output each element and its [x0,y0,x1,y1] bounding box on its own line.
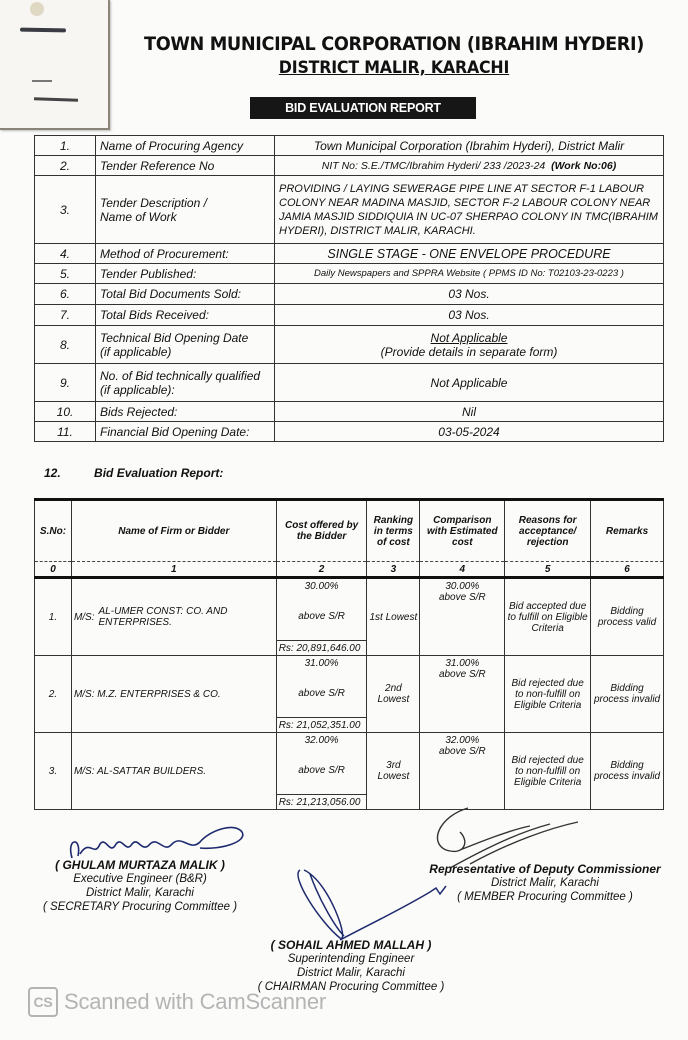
row-value: Not Applicable [275,364,664,402]
col-index: 2 [276,562,367,578]
col-header-firm: Name of Firm or Bidder [71,500,276,562]
district-title: DISTRICT MALIR, KARACHI [278,58,510,78]
remarks: Bidding process invalid [591,733,664,810]
tender-info-table [34,135,664,442]
bidder-name-cell [71,656,276,733]
label-line: Technical Bid Opening Date [100,330,249,345]
bidder-name: AL-SATTAR BUILDERS. [96,765,207,777]
amount-divider [277,640,367,641]
cost-amount: Rs: 20,891,646.00 [278,643,361,654]
row-number: 1. [35,136,96,156]
cost-offered-cell [276,733,367,810]
header-row [35,500,664,562]
row-value: 03-05-2024 [275,422,664,442]
signatory-chairman [236,938,466,994]
info-row [35,305,664,326]
org-title: TOWN MUNICIPAL CORPORATION (IBRAHIM HYDERI) [144,33,644,55]
stamp-stroke [32,80,52,82]
row-number: 3. [35,176,96,244]
bidder-row [35,733,664,810]
bidder-sno: 3. [35,733,72,810]
stamp-stroke [20,28,66,33]
remarks: Bidding process valid [591,578,664,656]
comparison-above: above S/R [438,746,486,757]
info-row [35,326,664,364]
row-number: 10. [35,402,96,422]
row-number: 8. [35,326,96,364]
value-line: Not Applicable [430,330,508,345]
cost-offered-cell [276,578,367,656]
col-index: 3 [367,562,420,578]
bidder-row [35,656,664,733]
signatory-member [420,862,670,904]
info-row [35,136,664,156]
info-row [35,422,664,442]
cost-percent: 30.00% [304,581,339,592]
row-value: 03 Nos. [275,305,664,326]
col-index: 4 [420,562,505,578]
signatory-name: ( SOHAIL AHMED MALLAH ) [270,938,432,952]
cost-amount: Rs: 21,052,351.00 [278,720,361,731]
comparison-cell [420,733,505,810]
amount-divider [277,717,367,718]
row-label: Total Bids Received: [96,305,275,326]
cost-above: above S/R [298,765,345,776]
col-header-comparison: Comparison with Estimated cost [420,500,505,562]
label-line: Name of Work [100,209,177,224]
cost-percent: 31.00% [304,658,339,669]
section-label: Bid Evaluation Report: [94,466,224,480]
info-row [35,402,664,422]
row-label: Total Bid Documents Sold: [96,284,275,305]
row-label [96,176,275,244]
cost-above: above S/R [298,611,345,622]
cost-offered-cell [276,656,367,733]
comparison-above: above S/R [438,669,486,680]
row-number: 7. [35,305,96,326]
bid-evaluation-table [34,498,664,810]
label-line: No. of Bid technically qualified [100,368,261,383]
row-value [275,326,664,364]
value-line: (Provide details in separate form) [380,344,558,359]
signatory-title: Executive Engineer (B&R) [73,873,207,885]
signatory-name: ( GHULAM MURTAZA MALIK ) [55,858,225,872]
bidder-sno: 1. [35,578,72,656]
comparison-cell [420,656,505,733]
bidder-prefix: M/S: [73,611,95,623]
stamp-stroke [34,97,78,102]
bidder-name-cell [71,733,276,810]
row-label [96,364,275,402]
bidder-prefix: M/S: [73,688,95,700]
comparison-percent: 32.00% [445,735,480,746]
bidder-sno: 2. [35,656,72,733]
bidder-name: M.Z. ENTERPRISES & CO. [97,688,221,700]
camscanner-logo-icon: CS [28,987,58,1017]
col-index: 0 [35,562,72,578]
row-value: Town Municipal Corporation (Ibrahim Hyderi), District Malir [275,136,664,156]
reason: Bid rejected due to non-fulfill on Eligible Criteria [505,656,591,733]
work-number: (Work No:06) [551,159,617,172]
col-header-sno: S.No: [35,500,72,562]
row-number: 6. [35,284,96,305]
stamp-slip [0,0,110,130]
reason: Bid accepted due to fulfill on Eligible Criteria [505,578,591,656]
col-index: 5 [505,562,591,578]
row-label: Method of Procurement: [96,244,275,264]
cost-percent: 32.00% [304,735,339,746]
bidder-name-cell [71,578,276,656]
bidder-name: AL-UMER CONST: CO. AND ENTERPRISES. [98,606,228,628]
watermark-text: Scanned with CamScanner [64,989,326,1014]
row-value: Nil [275,402,664,422]
ranking: 2nd Lowest [367,656,420,733]
info-row [35,264,664,284]
row-number: 5. [35,264,96,284]
camscanner-watermark [28,987,326,1017]
ranking: 3rd Lowest [367,733,420,810]
row-label: Financial Bid Opening Date: [96,422,275,442]
row-value: 03 Nos. [275,284,664,305]
row-number: 4. [35,244,96,264]
col-index: 1 [71,562,276,578]
label-line: Tender Description / [100,195,207,210]
row-value [275,156,664,176]
section-12-heading [44,466,223,480]
signatory-location: District Malir, Karachi [491,877,599,889]
row-value: Daily Newspapers and SPPRA Website ( PPMS ID No: T02103-23-0223 ) [275,264,664,284]
signatory-title: Superintending Engineer [287,953,415,965]
bidder-prefix: M/S: [73,765,95,777]
tender-ref-text: NIT No: S.E./TMC/Ibrahim Hyderi/ 233 /2023-24 [321,159,546,172]
ranking: 1st Lowest [367,578,420,656]
row-label: Tender Published: [96,264,275,284]
row-value: SINGLE STAGE - ONE ENVELOPE PROCEDURE [275,244,664,264]
info-row [35,156,664,176]
bidder-row [35,578,664,656]
row-label: Name of Procuring Agency [96,136,275,156]
signatory-role: ( CHAIRMAN Procuring Committee ) [257,981,445,993]
signatory-location: District Malir, Karachi [86,887,194,899]
col-header-cost: Cost offered by the Bidder [276,500,367,562]
comparison-above: above S/R [438,592,486,603]
row-value: PROVIDING / LAYING SEWERAGE PIPE LINE AT SECTOR F-1 LABOUR COLONY NEAR MADINA MASJID, SECTOR F-2 LABOUR COLONY NEAR JAMIA MASJID SIDDIQUIA IN UC-07 SHERPAO COLONY IN TMC(IBRAHIM HYDERI), DISTRICT MALIR, KARACHI. [275,176,664,244]
comparison-percent: 31.00% [445,658,480,669]
remarks: Bidding process invalid [591,656,664,733]
info-row [35,284,664,305]
section-number: 12. [44,466,61,480]
info-row [35,244,664,264]
row-number: 9. [35,364,96,402]
signatory-role: ( SECRETARY Procuring Committee ) [42,901,238,913]
comparison-cell [420,578,505,656]
info-row [35,176,664,244]
cost-amount: Rs: 21,213,056.00 [278,797,361,808]
stamp-smudge [30,2,44,16]
signatory-role: ( MEMBER Procuring Committee ) [457,891,633,903]
row-label [96,326,275,364]
signatory-secretary [30,858,250,914]
row-number: 2. [35,156,96,176]
label-line: (if applicable) [100,344,172,359]
report-banner: BID EVALUATION REPORT [250,97,476,119]
signatory-name: Representative of Deputy Commissioner [429,862,661,876]
row-number: 11. [35,422,96,442]
info-row [35,364,664,402]
col-header-ranking: Ranking in terms of cost [367,500,420,562]
comparison-percent: 30.00% [445,581,480,592]
col-header-remarks: Remarks [591,500,664,562]
col-index: 6 [591,562,664,578]
column-index-row [35,562,664,578]
signatory-location: District Malir, Karachi [297,967,405,979]
label-line: (if applicable): [100,382,175,397]
cost-above: above S/R [298,688,345,699]
amount-divider [277,794,367,795]
reason: Bid rejected due to non-fulfill on Eligible Criteria [505,733,591,810]
row-label: Bids Rejected: [96,402,275,422]
row-label: Tender Reference No [96,156,275,176]
col-header-reasons: Reasons for acceptance/ rejection [505,500,591,562]
